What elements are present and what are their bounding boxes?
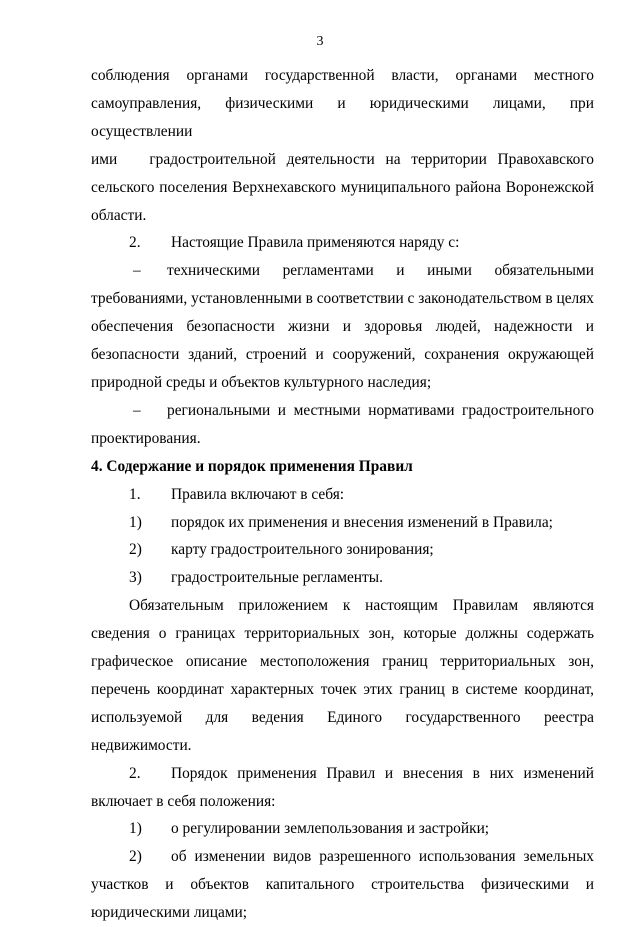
sub-item-text: о регулировании землепользования и застройки;: [171, 820, 490, 838]
dash-item-first-line-text: региональными и местными нормативами градостроительного: [167, 401, 594, 419]
dash-item-continuation: требованиями, установленными в соответствии с законодательством в целях обеспечения безопасности жизни и здоровья людей, надежности и безопасности зданий, строений и сооружений, сохранения окружающей природной среды и объектов культурного наследия;: [91, 290, 594, 391]
list-item-2: [91, 229, 594, 257]
sub-item-number: 2): [129, 848, 142, 866]
intro-line-2: самоуправления, физическими и юридическими лицами, при осуществлении: [91, 94, 594, 140]
dash-item-first-line: [91, 257, 594, 285]
dash-item-regional-norms: [91, 397, 594, 453]
sub-item-text: карту градостроительного зонирования;: [171, 541, 434, 559]
document-body: [91, 62, 594, 927]
list-item-continuation: включает в себя положения:: [91, 792, 276, 810]
sub-item-land-use: [91, 815, 594, 843]
sub-item-2: [91, 536, 594, 564]
list-item-number: 1.: [129, 485, 141, 503]
dash-item-technical-regulations: [91, 257, 594, 397]
sub-item-first-line-text: об изменении видов разрешенного использования земельных: [171, 848, 594, 866]
mandatory-appendix-paragraph: Обязательным приложением к настоящим Правилам являются сведения о границах территориальных зон, которые должны содержать графическое описание местоположения границ территориальных зон, перечень координат характерных точек этих границ в системе координат, используемой для ведения Единого государственного реестра недвижимости.: [91, 597, 594, 754]
page-number: 3: [316, 34, 324, 49]
list-item-first-line-text: Порядок применения Правил и внесения в них изменений: [171, 764, 594, 782]
sub-item-3: [91, 564, 594, 592]
intro-line-4: сельского поселения Верхнехавского муниципального района Воронежской: [91, 178, 594, 196]
dash-item-first-line: [91, 397, 594, 425]
list-item-first-line: [91, 760, 594, 788]
sub-item-text: порядок их применения и внесения изменений в Правила;: [171, 513, 553, 531]
dash-item-continuation: проектирования.: [91, 429, 201, 447]
sub-item-1: [91, 509, 594, 537]
sub-item-number: 1): [129, 513, 142, 531]
intro-line-3: ими градостроительной деятельности на территории Правохавского: [91, 150, 594, 168]
list-item-number: 2.: [129, 234, 141, 252]
list-item-2-procedure: [91, 760, 594, 816]
sub-item-continuation: участков и объектов капитального строительства физическими и юридическими лицами;: [91, 876, 594, 922]
dash-marker: –: [133, 401, 141, 419]
sub-item-text: градостроительные регламенты.: [171, 569, 383, 587]
section-heading: 4. Содержание и порядок применения Правил: [91, 457, 413, 475]
intro-paragraph: [91, 62, 594, 229]
sub-item-number: 2): [129, 541, 142, 559]
list-item-1: [91, 481, 594, 509]
dash-marker: –: [133, 262, 141, 280]
sub-item-permitted-use-change: [91, 843, 594, 927]
list-item-number: 2.: [129, 764, 141, 782]
list-item-text: Правила включают в себя:: [171, 485, 345, 503]
sub-item-number: 3): [129, 569, 142, 587]
dash-item-first-line-text: техническими регламентами и иными обязательными: [167, 262, 594, 280]
sub-item-first-line: [91, 843, 594, 871]
sub-item-number: 1): [129, 820, 142, 838]
intro-line-5: области.: [91, 206, 147, 224]
list-item-text: Настоящие Правила применяются наряду с:: [171, 234, 460, 252]
intro-line-1: соблюдения органами государственной власти, органами местного: [91, 67, 594, 84]
